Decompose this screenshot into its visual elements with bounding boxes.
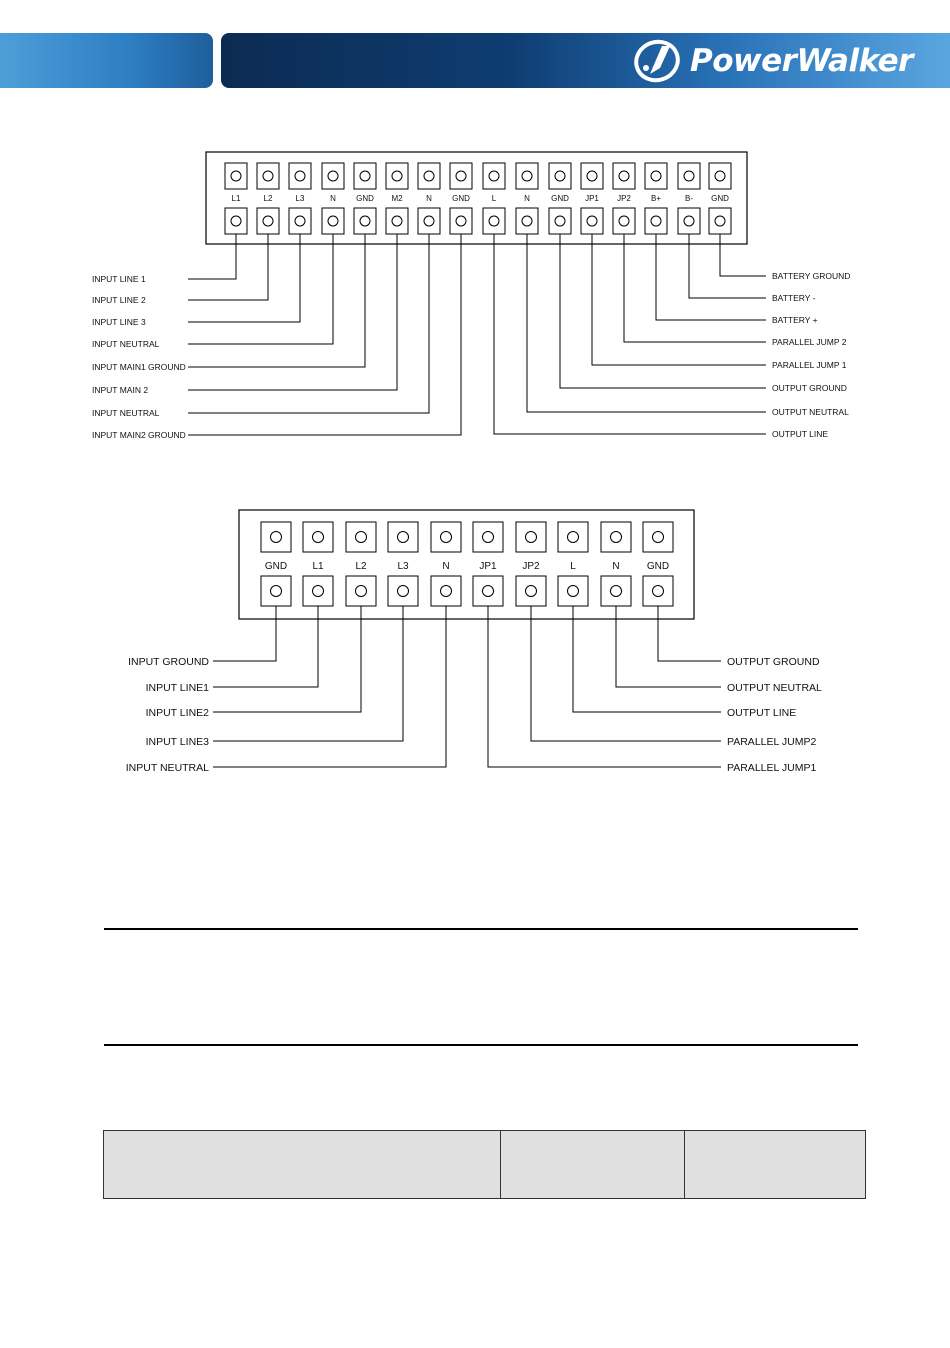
wire-label-left: INPUT GROUND: [128, 656, 209, 668]
terminal-screw-bottom: [601, 576, 631, 606]
terminal-screw-bottom: [303, 576, 333, 606]
terminal-screw-top: [386, 163, 408, 189]
terminal-screw-top: [516, 163, 538, 189]
terminal-label: N: [442, 561, 450, 572]
table-header-cell: [685, 1131, 865, 1198]
terminal-screw-top: [601, 522, 631, 552]
wire-line: [527, 234, 766, 412]
wire-label-left: INPUT LINE2: [145, 707, 209, 719]
terminal-screw-bottom: [709, 208, 731, 234]
terminal-screw-top: [613, 163, 635, 189]
terminal-screw-top: [257, 163, 279, 189]
terminal-screw-bottom: [483, 208, 505, 234]
wire-label-right: BATTERY +: [772, 315, 818, 325]
terminal-screw-top: [431, 522, 461, 552]
terminal-label: GND: [551, 194, 569, 203]
wire-label-right: BATTERY GROUND: [772, 271, 851, 281]
terminal-label: JP2: [617, 194, 631, 203]
terminal-screw-bottom: [388, 576, 418, 606]
wire-line: [213, 606, 403, 741]
wire-line: [188, 234, 333, 344]
terminal-label: GND: [646, 561, 670, 572]
wire-line: [656, 234, 766, 320]
wire-label-left: INPUT LINE 2: [92, 295, 146, 305]
wire-label-right: PARALLEL JUMP1: [727, 762, 817, 774]
terminal-screw-top: [354, 163, 376, 189]
wire-line: [188, 234, 429, 413]
terminal-label: GND: [711, 194, 729, 203]
terminal-screw-top: [473, 522, 503, 552]
terminal-screw-top: [549, 163, 571, 189]
wire-label-left: INPUT LINE3: [145, 736, 209, 748]
terminal-label: L2: [355, 561, 367, 572]
terminal-label: N: [524, 194, 530, 203]
terminal-screw-top: [225, 163, 247, 189]
terminal-screw-top: [450, 163, 472, 189]
terminal-screw-top: [418, 163, 440, 189]
terminal-screw-top: [516, 522, 546, 552]
wire-label-left: INPUT MAIN 2: [92, 385, 149, 395]
terminal-screw-bottom: [289, 208, 311, 234]
terminal-screw-bottom: [257, 208, 279, 234]
wire-label-left: INPUT MAIN1 GROUND: [92, 362, 186, 372]
wire-label-left: INPUT NEUTRAL: [92, 339, 160, 349]
wire-line: [213, 606, 361, 712]
wire-line: [188, 234, 461, 435]
terminal-label: JP1: [479, 561, 497, 572]
terminal-label: L: [570, 561, 576, 572]
wire-line: [624, 234, 766, 342]
wire-label-right: OUTPUT NEUTRAL: [772, 407, 849, 417]
wire-label-left: INPUT NEUTRAL: [125, 762, 209, 774]
terminal-screw-bottom: [450, 208, 472, 234]
wire-label-left: INPUT MAIN2 GROUND: [92, 430, 186, 440]
terminal-screw-bottom: [643, 576, 673, 606]
wire-label-left: INPUT LINE 3: [92, 317, 146, 327]
terminal-label: L2: [263, 194, 273, 203]
terminal-screw-top: [709, 163, 731, 189]
terminal-screw-top: [322, 163, 344, 189]
terminal-screw-bottom: [431, 576, 461, 606]
terminal-label: GND: [264, 561, 288, 572]
wire-line: [188, 234, 300, 322]
terminal-screw-top: [643, 522, 673, 552]
terminal-screw-top: [303, 522, 333, 552]
terminal-screw-bottom: [516, 208, 538, 234]
wire-label-right: OUTPUT LINE: [772, 429, 829, 439]
terminal-label: B-: [685, 194, 693, 203]
terminal-label: GND: [452, 194, 470, 203]
terminal-label: L3: [397, 561, 409, 572]
terminal-screw-top: [388, 522, 418, 552]
terminal-label: N: [612, 561, 620, 572]
terminal-label: L1: [231, 194, 241, 203]
wire-label-right: PARALLEL JUMP 2: [772, 337, 847, 347]
terminal-screw-bottom: [516, 576, 546, 606]
terminal-label: B+: [650, 194, 662, 203]
terminal-screw-top: [289, 163, 311, 189]
terminal-screw-bottom: [225, 208, 247, 234]
terminal-screw-bottom: [346, 576, 376, 606]
terminal-label: L1: [312, 561, 324, 572]
table-header-cell: [501, 1131, 685, 1198]
logo-text: PowerWalker: [690, 43, 913, 79]
terminal-screw-top: [483, 163, 505, 189]
horizontal-rule-bottom: [104, 1044, 858, 1046]
horizontal-rule-top: [104, 928, 858, 930]
terminal-screw-bottom: [386, 208, 408, 234]
terminal-screw-bottom: [613, 208, 635, 234]
terminal-label: JP2: [522, 561, 540, 572]
wire-label-left: INPUT LINE1: [145, 682, 209, 694]
terminal-label: L3: [295, 194, 305, 203]
terminal-screw-bottom: [645, 208, 667, 234]
terminal-screw-top: [261, 522, 291, 552]
terminal-screw-bottom: [354, 208, 376, 234]
terminal-label: L: [491, 194, 497, 203]
terminal-screw-bottom: [678, 208, 700, 234]
terminal-label: N: [426, 194, 432, 203]
terminal-label: GND: [356, 194, 374, 203]
terminal-screw-bottom: [558, 576, 588, 606]
terminal-label: JP1: [585, 194, 599, 203]
terminal-screw-bottom: [549, 208, 571, 234]
table-header-row: [103, 1130, 866, 1199]
terminal-screw-bottom: [473, 576, 503, 606]
terminal-screw-bottom: [418, 208, 440, 234]
terminal-screw-top: [346, 522, 376, 552]
wire-label-left: INPUT LINE 1: [92, 274, 146, 284]
terminal-screw-bottom: [322, 208, 344, 234]
terminal-label: N: [330, 194, 336, 203]
wire-line: [592, 234, 766, 365]
wire-label-right: PARALLEL JUMP2: [727, 736, 817, 748]
terminal-screw-top: [558, 522, 588, 552]
wire-line: [531, 606, 721, 741]
wire-label-right: OUTPUT GROUND: [772, 383, 847, 393]
wire-label-right: OUTPUT GROUND: [727, 656, 820, 668]
terminal-screw-top: [581, 163, 603, 189]
terminal-label: M2: [391, 194, 403, 203]
wire-label-right: BATTERY -: [772, 293, 816, 303]
terminal-screw-bottom: [581, 208, 603, 234]
wire-label-right: OUTPUT LINE: [727, 707, 797, 719]
table-header-cell: [104, 1131, 501, 1198]
terminal-screw-top: [645, 163, 667, 189]
terminal-screw-top: [678, 163, 700, 189]
wire-label-left: INPUT NEUTRAL: [92, 408, 160, 418]
wire-label-right: PARALLEL JUMP 1: [772, 360, 847, 370]
terminal-screw-bottom: [261, 576, 291, 606]
wire-line: [494, 234, 766, 434]
wire-label-right: OUTPUT NEUTRAL: [727, 682, 822, 694]
wire-line: [573, 606, 721, 712]
